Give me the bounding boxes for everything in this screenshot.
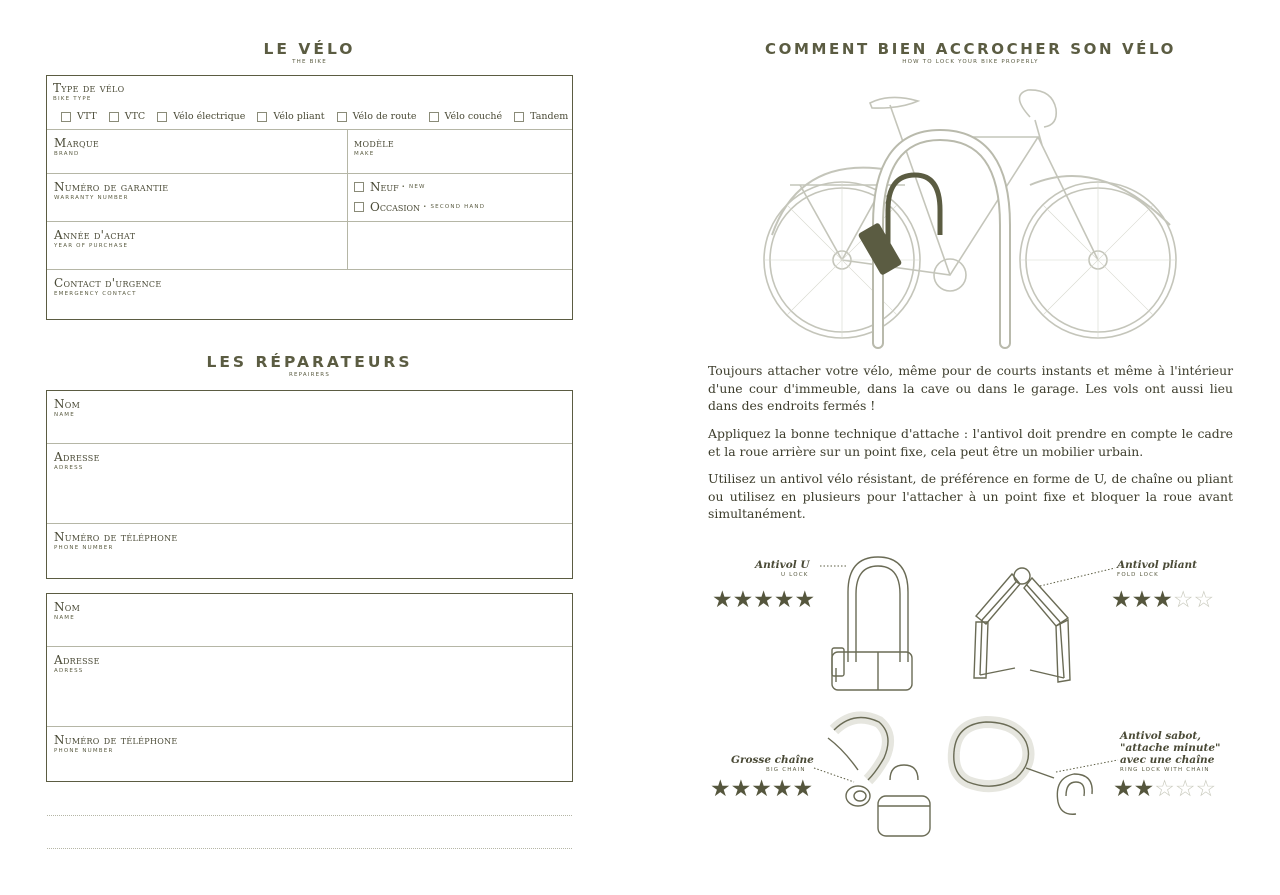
- repairer-address-field[interactable]: [54, 450, 100, 471]
- bike-type-option[interactable]: Tandem: [514, 111, 568, 122]
- star-filled-icon: ★: [710, 776, 731, 802]
- repairer-phone-field[interactable]: [54, 733, 178, 754]
- name-sub: NAME: [54, 412, 75, 418]
- star-filled-icon: ★: [794, 587, 816, 613]
- ring-lock-illustration: [946, 712, 1121, 822]
- brand-sub: BRAND: [54, 151, 80, 157]
- address-sub: ADRESS: [54, 465, 84, 471]
- ring-lock-sub: RING LOCK WITH CHAIN: [1120, 767, 1210, 773]
- star-filled-icon: ★: [771, 776, 793, 802]
- star-filled-icon: ★: [773, 587, 795, 613]
- warranty-label: Numéro de garantie: [54, 180, 169, 194]
- model-sub: MAKE: [354, 151, 375, 157]
- divider: [47, 443, 572, 444]
- checkbox[interactable]: [429, 112, 439, 122]
- writing-line[interactable]: [47, 848, 572, 849]
- column-divider: [347, 129, 348, 269]
- repairer-form: [46, 390, 573, 579]
- fold-lock-sub: FOLD LOCK: [1117, 572, 1159, 578]
- bike-section-subtitle: THE BIKE: [292, 59, 327, 65]
- condition-new[interactable]: Neuf • NEW: [354, 180, 426, 194]
- star-filled-icon: ★: [1133, 776, 1155, 802]
- star-empty-icon: ☆: [1172, 587, 1194, 613]
- checkbox[interactable]: [514, 112, 524, 122]
- divider: [47, 129, 572, 130]
- writing-line[interactable]: [47, 815, 572, 816]
- emergency-contact-label: Contact d'urgence: [54, 276, 162, 290]
- u-lock-sub: U LOCK: [781, 572, 809, 578]
- bike-type-option[interactable]: VTT: [61, 111, 97, 122]
- warranty-sub: WARRANTY NUMBER: [54, 195, 129, 201]
- repairers-section-title: LES RÉPARATEURS: [206, 353, 413, 371]
- address-sub: ADRESS: [54, 668, 84, 674]
- advice-paragraph: Utilisez un antivol vélo résistant, de préférence en forme de U, de chaîne ou pliant ou utilisez en plusieurs pour l'attacher à un point fixe et bloquer la roue avant simultanément.: [708, 471, 1233, 522]
- divider: [47, 173, 572, 174]
- ring-lock-rating: [1113, 778, 1216, 801]
- ring-lock-name-line2: "attache minute": [1120, 742, 1221, 754]
- bike-type-option[interactable]: VTC: [109, 111, 145, 122]
- name-label: Nom: [54, 600, 81, 614]
- star-empty-icon: ☆: [1154, 776, 1175, 802]
- divider: [47, 726, 572, 727]
- advice-paragraph: Toujours attacher votre vélo, même pour de courts instants et même à l'intérieur d'une cour d'immeuble, dans la cave ou dans le garage. Les vols ont aussi lieu dans des endroits fermés !: [708, 363, 1233, 414]
- repairer-name-field[interactable]: [54, 397, 80, 418]
- u-lock-rating: [712, 589, 815, 612]
- address-label: Adresse: [54, 653, 100, 667]
- bike-section-title: LE VÉLO: [263, 40, 356, 58]
- star-filled-icon: ★: [1113, 776, 1134, 802]
- purchase-year-label: Année d'achat: [54, 228, 136, 242]
- repairer-phone-field[interactable]: [54, 530, 178, 551]
- bike-type-sub: BIKE TYPE: [53, 96, 92, 102]
- emergency-contact-sub: EMERGENCY CONTACT: [54, 291, 137, 297]
- ring-lock-name-line3: avec une chaîne: [1120, 754, 1215, 766]
- star-filled-icon: ★: [792, 776, 814, 802]
- fold-lock-illustration: [960, 560, 1120, 700]
- fold-lock-name: Antivol pliant: [1117, 559, 1197, 571]
- ring-lock-name-line1: Antivol sabot,: [1120, 730, 1201, 742]
- checkbox[interactable]: [61, 112, 71, 122]
- star-empty-icon: ☆: [1193, 587, 1215, 613]
- bike-type-option[interactable]: Vélo couché: [429, 111, 503, 122]
- bike-form: [46, 75, 573, 320]
- u-lock-illustration: [818, 552, 918, 697]
- star-filled-icon: ★: [1152, 587, 1173, 613]
- divider: [47, 646, 572, 647]
- bike-type-option[interactable]: Vélo électrique: [157, 111, 245, 122]
- checkbox[interactable]: [354, 202, 364, 212]
- brand-label: Marque: [54, 136, 100, 150]
- big-chain-illustration: [814, 710, 934, 845]
- repairer-address-field[interactable]: [54, 653, 100, 674]
- bike-type-option[interactable]: Vélo pliant: [257, 111, 324, 122]
- divider: [47, 523, 572, 524]
- phone-label: Numéro de téléphone: [54, 530, 178, 544]
- star-filled-icon: ★: [1111, 587, 1132, 613]
- star-filled-icon: ★: [753, 587, 774, 613]
- purchase-year-field[interactable]: [54, 228, 135, 249]
- warranty-field[interactable]: [54, 180, 168, 201]
- bike-type-option[interactable]: Vélo de route: [337, 111, 417, 122]
- big-chain-name: Grosse chaîne: [731, 754, 814, 766]
- star-filled-icon: ★: [712, 587, 733, 613]
- checkbox[interactable]: [109, 112, 119, 122]
- address-label: Adresse: [54, 450, 100, 464]
- phone-sub: PHONE NUMBER: [54, 748, 114, 754]
- repairer-form: [46, 593, 573, 782]
- divider: [47, 269, 572, 270]
- star-filled-icon: ★: [732, 587, 754, 613]
- star-filled-icon: ★: [1131, 587, 1153, 613]
- star-filled-icon: ★: [751, 776, 772, 802]
- phone-sub: PHONE NUMBER: [54, 545, 114, 551]
- locked-bike-illustration: [760, 75, 1200, 345]
- checkbox[interactable]: [354, 182, 364, 192]
- condition-used[interactable]: Occasion • SECOND HAND: [354, 200, 485, 214]
- checkbox[interactable]: [257, 112, 267, 122]
- lock-guide-title: COMMENT BIEN ACCROCHER SON VÉLO: [765, 40, 1176, 58]
- purchase-year-sub: YEAR OF PURCHASE: [54, 243, 129, 249]
- repairers-section-subtitle: REPAIRERS: [288, 372, 331, 378]
- bike-type-options: [61, 111, 580, 122]
- divider: [47, 221, 572, 222]
- brand-field[interactable]: [54, 136, 99, 157]
- emergency-contact-field[interactable]: [54, 276, 161, 297]
- name-label: Nom: [54, 397, 81, 411]
- big-chain-sub: BIG CHAIN: [766, 767, 806, 773]
- name-sub: NAME: [54, 615, 75, 621]
- fold-lock-rating: [1111, 589, 1214, 612]
- advice-paragraph: Appliquez la bonne technique d'attache : l'antivol doit prendre en compte le cadre et la roue arrière sur un point fixe, cela peut être un mobilier urbain.: [708, 426, 1233, 459]
- star-empty-icon: ☆: [1174, 776, 1196, 802]
- model-field[interactable]: [354, 136, 394, 157]
- star-empty-icon: ☆: [1195, 776, 1217, 802]
- star-filled-icon: ★: [730, 776, 752, 802]
- checkbox[interactable]: [337, 112, 347, 122]
- bike-type-label: Type de vélo: [53, 81, 125, 95]
- model-label: modèle: [354, 136, 394, 150]
- checkbox[interactable]: [157, 112, 167, 122]
- phone-label: Numéro de téléphone: [54, 733, 178, 747]
- bike-type-cell: [53, 81, 124, 102]
- lock-guide-subtitle: HOW TO LOCK YOUR BIKE PROPERLY: [902, 59, 1039, 65]
- big-chain-rating: [710, 778, 813, 801]
- repairer-name-field[interactable]: [54, 600, 80, 621]
- u-lock-name: Antivol U: [755, 559, 810, 571]
